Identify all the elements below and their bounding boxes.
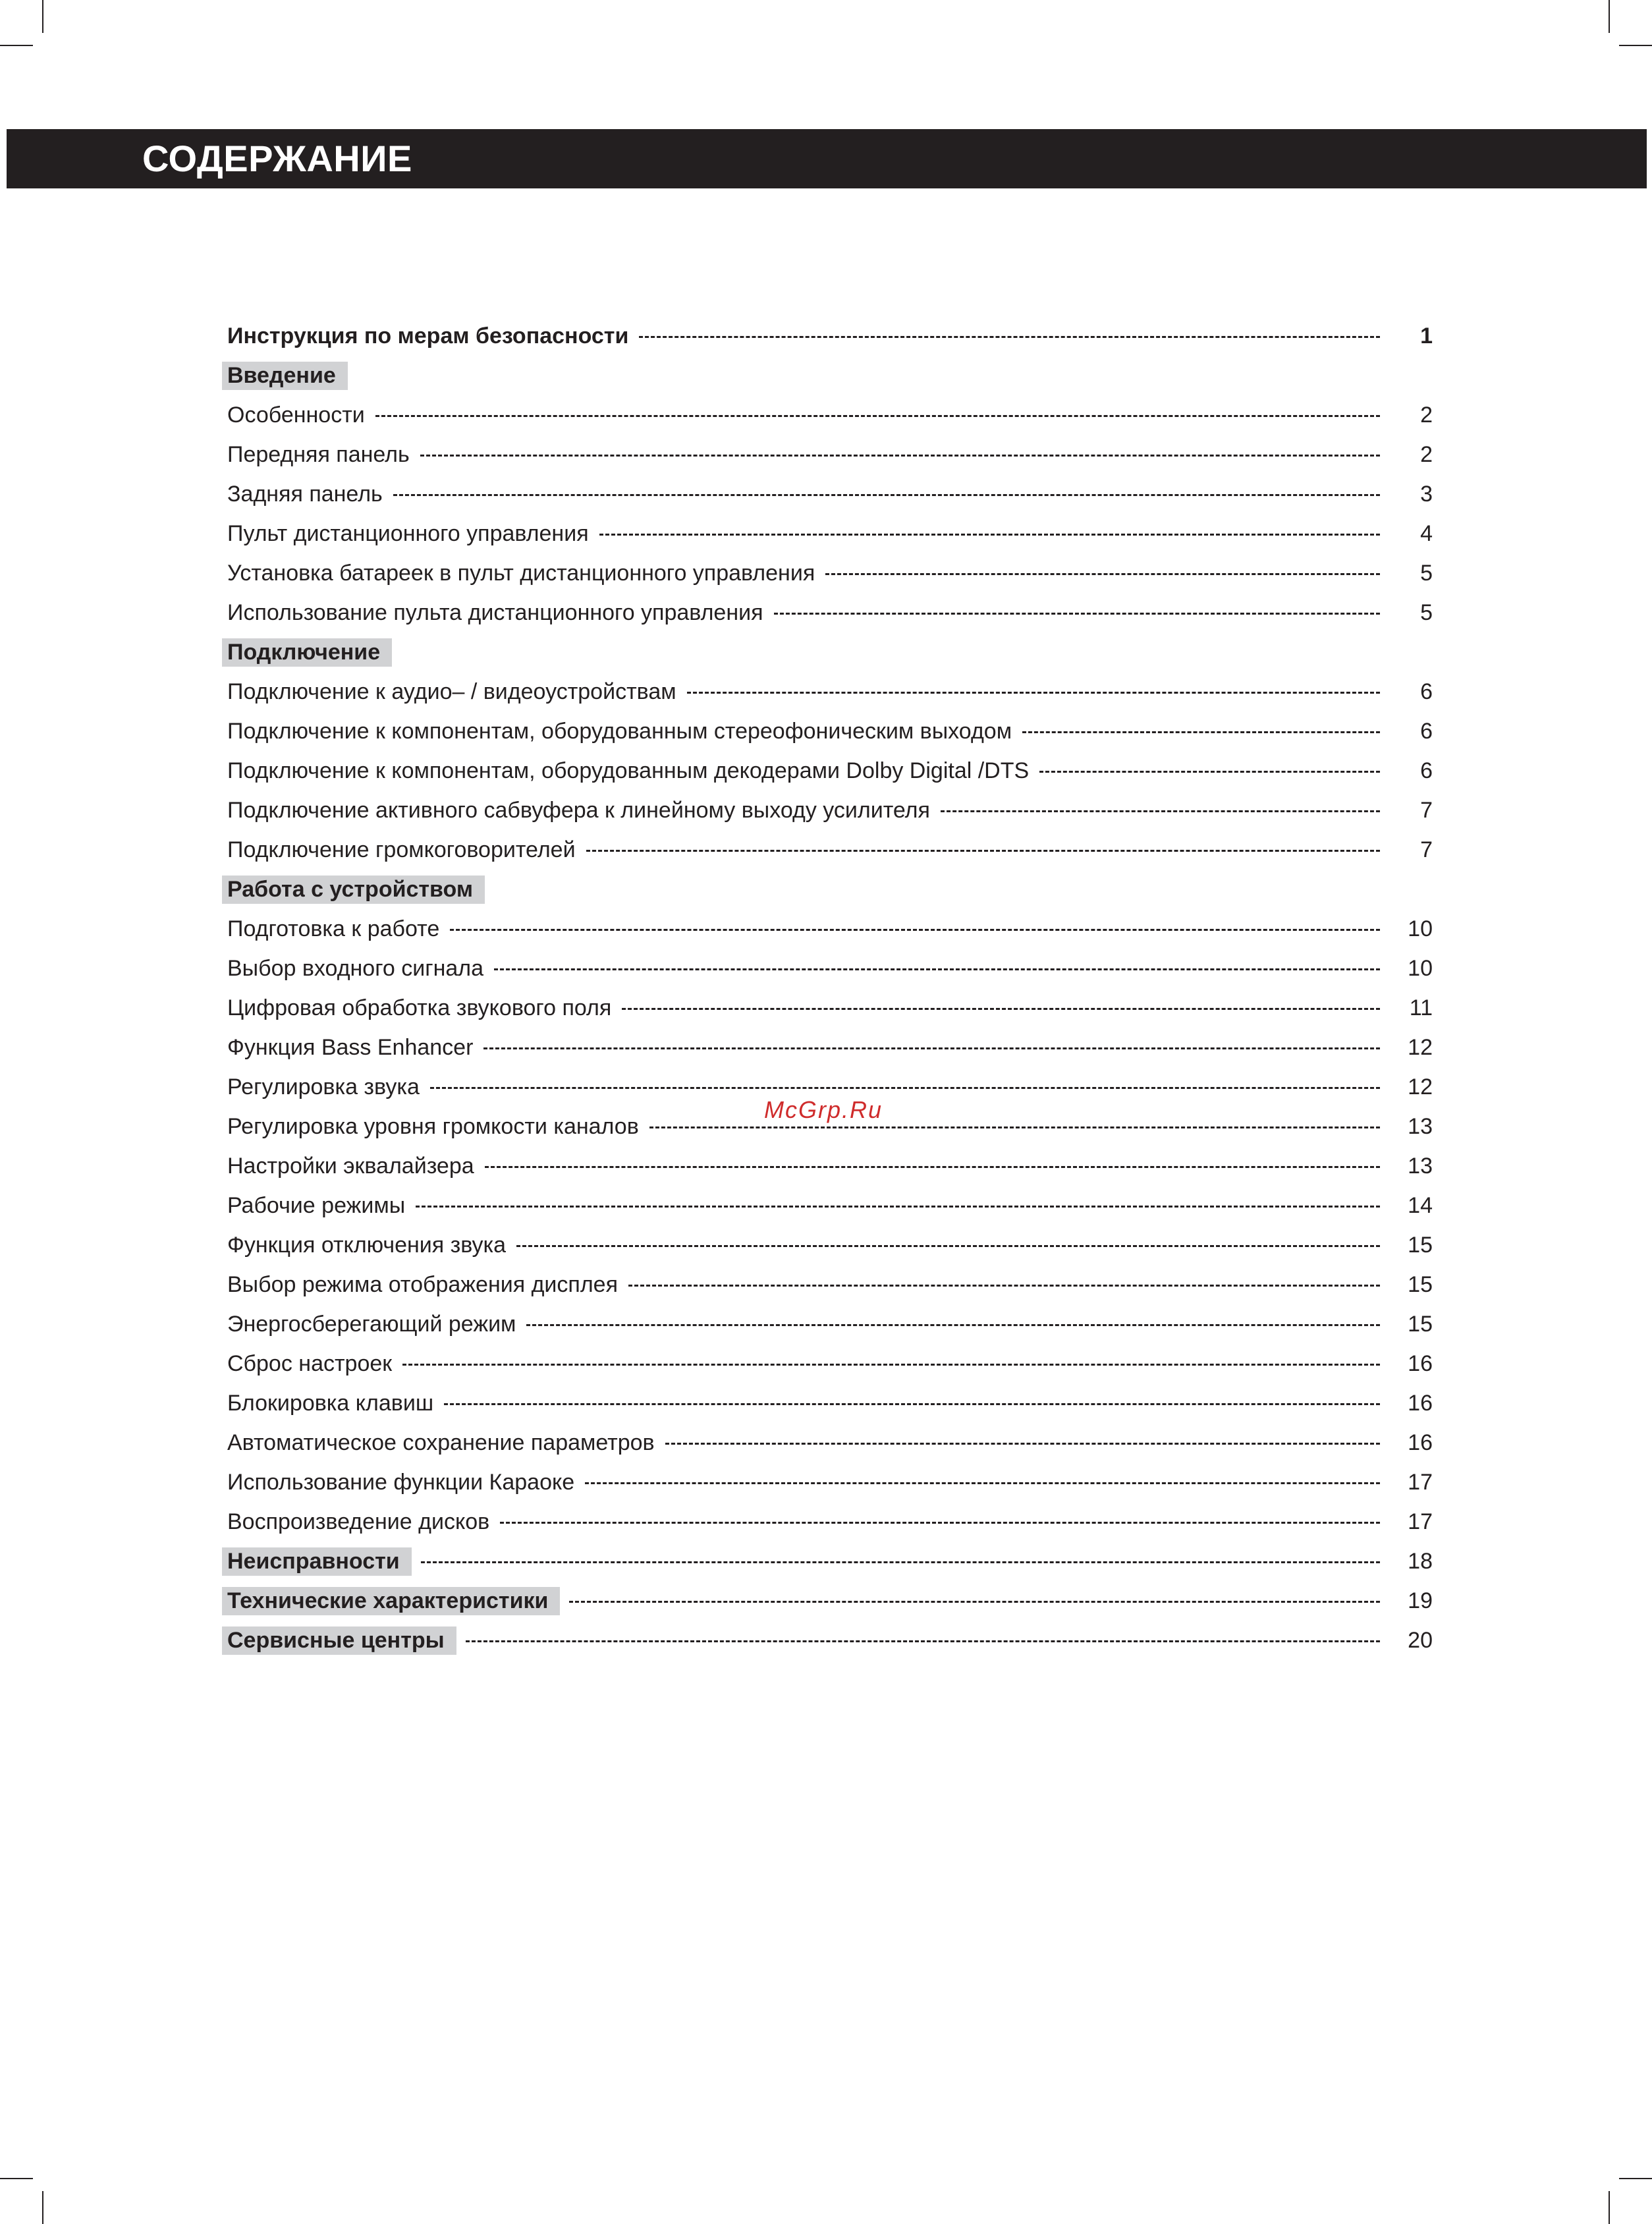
dot-leader	[444, 1403, 1380, 1405]
dot-leader	[687, 692, 1380, 694]
dot-leader	[774, 613, 1381, 615]
dot-leader	[1022, 731, 1380, 733]
toc-entry-label: Выбор входного сигнала	[227, 955, 484, 981]
dot-leader	[628, 1285, 1380, 1287]
dot-leader	[420, 455, 1380, 457]
toc-entry-page: 10	[1408, 955, 1433, 981]
toc-entry[interactable]	[227, 1423, 1433, 1462]
toc-entry-label: Цифровая обработка звукового поля	[227, 995, 612, 1020]
toc-entry-page: 2	[1420, 441, 1433, 467]
toc-entry-page: 14	[1408, 1192, 1433, 1218]
toc-entry-label: Инструкция по мерам безопасности	[227, 323, 629, 348]
dot-leader	[585, 1482, 1380, 1484]
toc-entry-label: Подключение к компонентам, оборудованным декодерами Dolby Digital /DTS	[227, 758, 1030, 783]
toc-entry-label: Функция отключения звука	[227, 1232, 507, 1258]
toc-entry-page: 5	[1420, 560, 1433, 586]
toc-entry-page: 6	[1420, 679, 1433, 704]
toc-entry-label: Автоматическое сохранение параметров	[227, 1430, 655, 1455]
watermark: McGrp.Ru	[764, 1096, 883, 1123]
toc-entry-label: Функция Bass Enhancer	[227, 1034, 474, 1060]
toc-entry[interactable]	[227, 1225, 1433, 1265]
dot-leader	[494, 968, 1380, 970]
toc-entry-page: 13	[1408, 1153, 1433, 1179]
toc-section-heading[interactable]	[227, 870, 1433, 909]
toc-entry-page: 20	[1408, 1627, 1433, 1653]
toc-entry-label: Подключение активного сабвуфера к линейному выходу усилителя	[227, 797, 930, 823]
toc-entry-page: 6	[1420, 718, 1433, 744]
crop-mark	[1619, 45, 1652, 46]
dot-leader	[586, 850, 1380, 852]
toc-section-label: Сервисные центры	[222, 1626, 456, 1655]
toc-entry[interactable]	[227, 1186, 1433, 1225]
toc-entry[interactable]	[227, 395, 1433, 435]
title-bar	[7, 129, 1647, 188]
toc-entry-label: Воспроизведение дисков	[227, 1509, 490, 1534]
toc-entry[interactable]	[227, 1344, 1433, 1383]
toc-entry[interactable]	[227, 435, 1433, 474]
dot-leader	[649, 1126, 1380, 1128]
toc-entry[interactable]	[227, 1304, 1433, 1344]
crop-mark	[0, 2178, 33, 2179]
toc-entry-page: 17	[1408, 1469, 1433, 1495]
dot-leader	[483, 1047, 1380, 1049]
dot-leader	[402, 1364, 1380, 1366]
toc-entry[interactable]	[227, 1383, 1433, 1423]
toc-entry[interactable]	[227, 791, 1433, 830]
toc-entry-page: 7	[1420, 797, 1433, 823]
toc-entry-label: Подготовка к работе	[227, 916, 440, 941]
crop-mark	[1609, 0, 1610, 33]
toc-entry[interactable]	[227, 1146, 1433, 1186]
crop-mark	[42, 2191, 43, 2224]
toc-section-label: Технические характеристики	[222, 1587, 560, 1615]
toc-section-heading[interactable]	[227, 1621, 1433, 1660]
toc-entry[interactable]	[227, 988, 1433, 1028]
toc-entry-label: Особенности	[227, 402, 365, 428]
toc-entry-page: 4	[1420, 520, 1433, 546]
toc-entry-page: 13	[1408, 1113, 1433, 1139]
toc-entry-label: Использование функции Караоке	[227, 1469, 575, 1495]
toc-entry-label: Сброс настроек	[227, 1350, 393, 1376]
crop-mark	[1619, 2178, 1652, 2179]
toc-entry-label: Блокировка клавиш	[227, 1390, 434, 1416]
toc-entry-page: 16	[1408, 1350, 1433, 1376]
dot-leader	[393, 494, 1380, 496]
toc-entry-page: 10	[1408, 916, 1433, 941]
toc-entry[interactable]	[227, 949, 1433, 988]
table-of-contents	[227, 316, 1433, 1660]
toc-entry-page: 5	[1420, 599, 1433, 625]
toc-entry-label: Подключение к аудио– / видеоустройствам	[227, 679, 676, 704]
toc-entry[interactable]	[227, 553, 1433, 593]
toc-section-label: Неисправности	[222, 1547, 412, 1576]
dot-leader	[500, 1522, 1380, 1524]
toc-entry-label: Регулировка звука	[227, 1074, 420, 1099]
dot-leader	[466, 1640, 1380, 1642]
toc-entry-label: Настройки эквалайзера	[227, 1153, 474, 1179]
toc-entry-label: Использование пульта дистанционного управления	[227, 599, 763, 625]
dot-leader	[375, 415, 1380, 417]
dot-leader	[639, 336, 1380, 338]
toc-entry-page: 16	[1408, 1390, 1433, 1416]
toc-section-label: Подключение	[222, 638, 392, 667]
toc-entry[interactable]	[227, 830, 1433, 870]
toc-entry[interactable]	[227, 1028, 1433, 1067]
toc-entry-label: Энергосберегающий режим	[227, 1311, 516, 1337]
toc-entry-page: 17	[1408, 1509, 1433, 1534]
toc-entry-page: 12	[1408, 1074, 1433, 1099]
toc-section-label: Работа с устройством	[222, 876, 485, 904]
toc-entry-label: Задняя панель	[227, 481, 383, 507]
toc-entry-page: 15	[1408, 1311, 1433, 1337]
toc-entry-page: 11	[1409, 995, 1433, 1020]
toc-entry-label: Пульт дистанционного управления	[227, 520, 589, 546]
toc-entry-page: 1	[1420, 323, 1433, 348]
page-title: СОДЕРЖАНИЕ	[142, 138, 412, 179]
toc-entry-label: Передняя панель	[227, 441, 410, 467]
toc-entry-page: 15	[1408, 1232, 1433, 1258]
crop-mark	[1609, 2191, 1610, 2224]
dot-leader	[421, 1561, 1380, 1563]
toc-entry-label: Рабочие режимы	[227, 1192, 406, 1218]
toc-entry-page: 2	[1420, 402, 1433, 428]
toc-entry-page: 18	[1408, 1548, 1433, 1574]
toc-entry-page: 19	[1408, 1588, 1433, 1613]
toc-section-label: Введение	[222, 362, 348, 390]
toc-entry[interactable]	[227, 474, 1433, 514]
dot-leader	[665, 1443, 1380, 1445]
toc-entry-page: 16	[1408, 1430, 1433, 1455]
dot-leader	[1039, 771, 1380, 773]
crop-mark	[42, 0, 43, 33]
crop-mark	[0, 45, 33, 46]
toc-entry[interactable]	[227, 514, 1433, 553]
toc-entry[interactable]	[227, 1265, 1433, 1304]
toc-entry[interactable]	[227, 672, 1433, 711]
toc-entry[interactable]	[227, 316, 1433, 356]
toc-entry-label: Регулировка уровня громкости каналов	[227, 1113, 639, 1139]
dot-leader	[516, 1245, 1380, 1247]
dot-leader	[599, 534, 1380, 536]
dot-leader	[416, 1206, 1380, 1208]
toc-section-heading[interactable]	[227, 356, 1433, 395]
dot-leader	[825, 573, 1380, 575]
toc-entry-page: 7	[1420, 837, 1433, 862]
toc-entry-label: Выбор режима отображения дисплея	[227, 1271, 618, 1297]
toc-entry-label: Подключение к компонентам, оборудованным стереофоническим выходом	[227, 718, 1012, 744]
dot-leader	[450, 929, 1380, 931]
toc-entry[interactable]	[227, 909, 1433, 949]
toc-entry[interactable]	[227, 751, 1433, 791]
toc-entry-page: 3	[1420, 481, 1433, 507]
toc-entry[interactable]	[227, 1462, 1433, 1502]
toc-entry-page: 12	[1408, 1034, 1433, 1060]
dot-leader	[622, 1008, 1380, 1010]
toc-entry[interactable]	[227, 593, 1433, 632]
dot-leader	[569, 1601, 1380, 1603]
dot-leader	[941, 810, 1380, 812]
toc-entry-page: 6	[1420, 758, 1433, 783]
toc-entry[interactable]	[227, 711, 1433, 751]
toc-entry-page: 15	[1408, 1271, 1433, 1297]
dot-leader	[485, 1166, 1380, 1168]
toc-entry[interactable]	[227, 1502, 1433, 1542]
toc-section-heading[interactable]	[227, 1542, 1433, 1581]
toc-entry-label: Подключение громкоговорителей	[227, 837, 576, 862]
dot-leader	[430, 1087, 1380, 1089]
dot-leader	[526, 1324, 1380, 1326]
toc-section-heading[interactable]	[227, 1581, 1433, 1621]
toc-entry-label: Установка батареек в пульт дистанционного управления	[227, 560, 815, 586]
toc-section-heading[interactable]	[227, 632, 1433, 672]
